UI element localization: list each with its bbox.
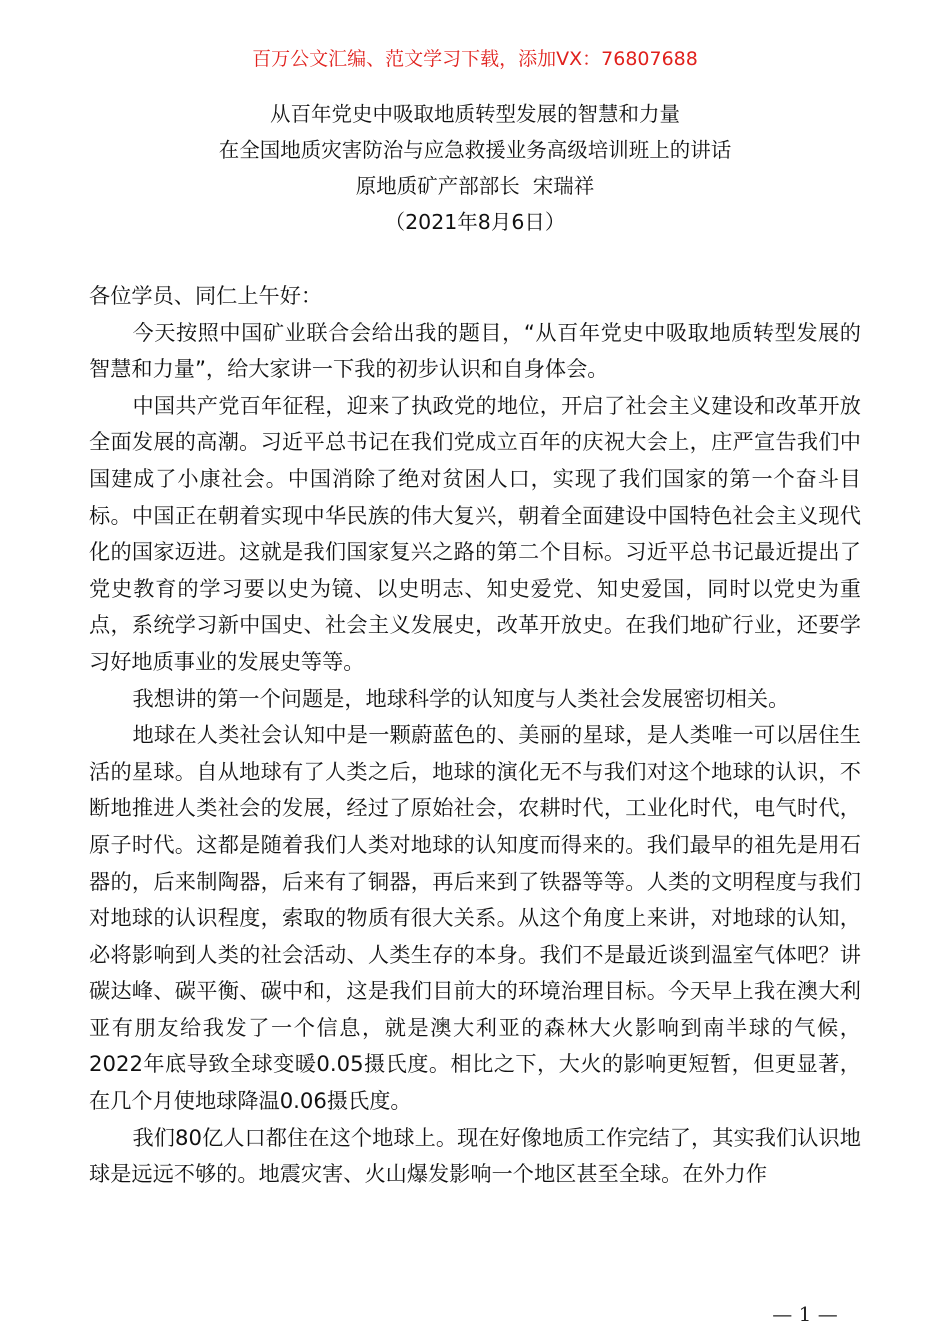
title-date: （2021年8月6日） <box>384 210 566 234</box>
greeting: 各位学员、同仁上午好： <box>89 283 323 308</box>
paragraph: 地球在人类社会认知中是一颗蔚蓝色的、美丽的星球，是人类唯一可以居住生活的星球。自从地球有了人类之后，地球的演化无不与我们对这个地球的认识，不断地推进人类社会的发展，经过了原始社会，农耕时代，工业化时代，电气时代，原子时代。这都是随着我们人类对地球的认知度而得来的。我们最早的祖先是用石器的，后来制陶器，后来有了铜器，再后来到了铁器等等。人类的文明程度与我们对地球的认识程度，索取的物质有很大关系。从这个角度上来讲，对地球的认知，必将影响到人类的社会活动、人类生存的本身。我们不是最近谈到温室气体吧？讲碳达峰、碳平衡、碳中和，这是我们目前大的环境治理目标。今天早上我在澳大利亚有朋友给我发了一个信息，就是澳大利亚的森林大火影响到南半球的气候，2022年底导致全球变暖0.05摄氏度。相比之下，大火的影响更短暂，但更显著，在几个月使地球降温0.06摄氏度。 <box>89 722 861 1114</box>
document-body <box>89 278 861 1193</box>
paragraph: 中国共产党百年征程，迎来了执政党的地位，开启了社会主义建设和改革开放全面发展的高潮。习近平总书记在我们党成立百年的庆祝大会上，庄严宣告我们中国建成了小康社会。中国消除了绝对贫困人口，实现了我们国家的第一个奋斗目标。中国正在朝着实现中华民族的伟大复兴，朝着全面建设中国特色社会主义现代化的国家迈进。这就是我们国家复兴之路的第二个目标。习近平总书记最近提出了党史教育的学习要以史为镜、以史明志、知史爱党、知史爱国，同时以党史为重点，系统学习新中国史、社会主义发展史，改革开放史。在我们地矿行业，还要学习好地质事业的发展史等等。 <box>89 392 861 674</box>
title-speaker: 原地质矿产部部长 宋瑞祥 <box>355 174 595 198</box>
paragraph: 今天按照中国矿业联合会给出我的题目，“从百年党史中吸取地质转型发展的智慧和力量”，给大家讲一下我的初步认识和自身体会。 <box>89 319 861 382</box>
document-title-block <box>0 96 950 240</box>
paragraph: 我想讲的第一个问题是，地球科学的认知度与人类社会发展密切相关。 <box>132 685 790 711</box>
title-main: 从百年党史中吸取地质转型发展的智慧和力量 <box>270 102 680 126</box>
title-subtitle: 在全国地质灾害防治与应急救援业务高级培训班上的讲话 <box>218 138 732 162</box>
paragraph: 我们80亿人口都住在这个地球上。现在好像地质工作完结了，其实我们认识地球是远远不够的。地震灾害、火山爆发影响一个地区甚至全球。在外力作 <box>89 1124 861 1187</box>
page-number: — 1 — <box>772 1302 838 1326</box>
watermark-banner: 百万公文汇编、范文学习下载，添加VX：76807688 <box>252 48 698 70</box>
